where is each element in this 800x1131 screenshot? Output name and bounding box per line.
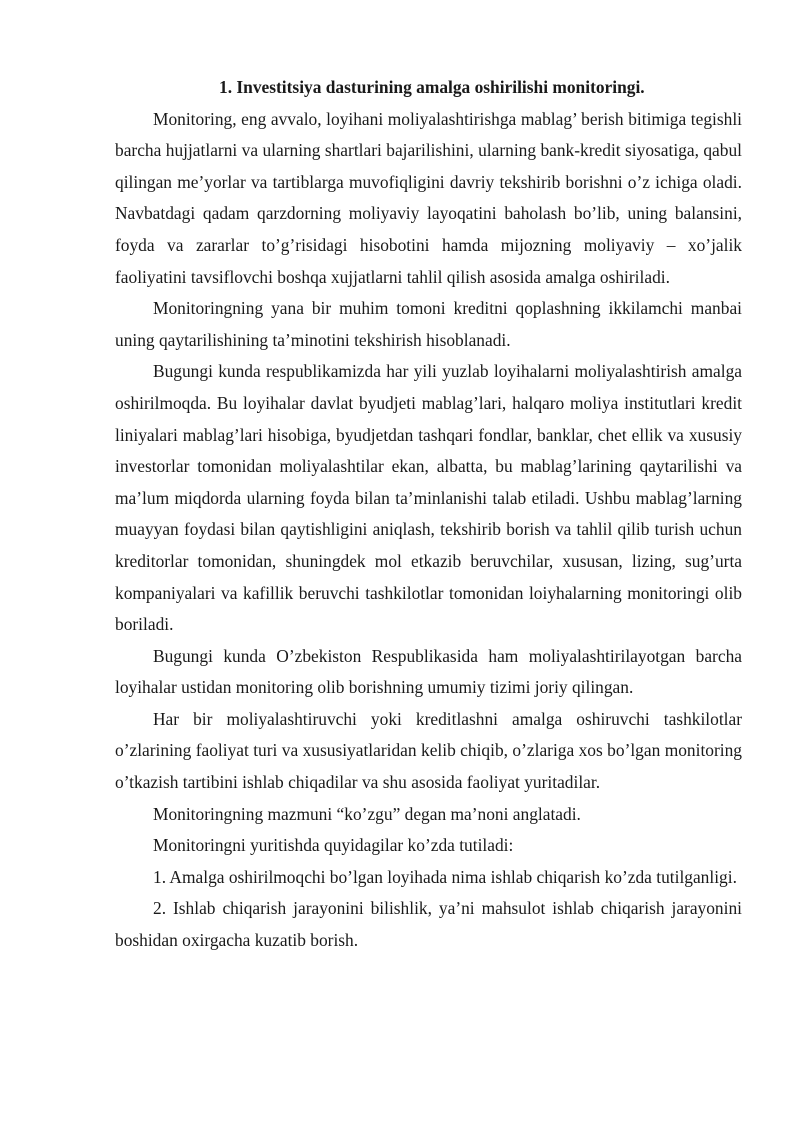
paragraph: Bugungi kunda respublikamizda har yili yuzlab loyihalarni moliyalashtirish amalga oshirilmoqda. Bu loyihalar davlat byudjeti mablag’lari, halqaro moliya institutlari kredit liniyalari mablag’lari hisobiga, byudjetdan tashqari fondlar, banklar, chet ellik va xususiy investorlar tomonidan moliyalashtilar ekan, albatta, bu mablag’larining qaytarilishi va ma’lum miqdorda ularning foyda bilan ta’minlanishi talab etiladi. Ushbu mablag’larning muayyan foydasi bilan qaytishligini aniqlash, tekshirib borish va tahlil qilib turish uchun kreditorlar tomonidan, shuningdek mol etkazib beruvchilar, xususan, lizing, sug’urta kompaniyalari va kafillik beruvchi tashkilotlar tomonidan loiyhalarning monitoringi olib boriladi. bbox=[115, 361, 742, 635]
document-body bbox=[115, 72, 742, 957]
paragraph: Monitoringning mazmuni “ko’zgu” degan ma’noni anglatadi. bbox=[153, 803, 581, 824]
paragraph: Monitoringning yana bir muhim tomoni kreditni qoplashning ikkilamchi manbai uning qaytarilishining ta’minotini tekshirish hisoblanadi. bbox=[115, 298, 742, 350]
paragraph: Monitoringni yuritishda quyidagilar ko’zda tutiladi: bbox=[153, 835, 514, 856]
paragraph: Har bir moliyalashtiruvchi yoki kreditlashni amalga oshiruvchi tashkilotlar o’zlarining faoliyat turi va xususiyatlaridan kelib chiqib, o’zlariga xos bo’lgan monitoring o’tkazish tartibini ishlab chiqadilar va shu asosida faoliyat yuritadilar. bbox=[115, 708, 742, 793]
numbered-list-item: 2. Ishlab chiqarish jarayonini bilishlik, ya’ni mahsulot ishlab chiqarish jarayonini boshidan oxirgacha kuzatib borish. bbox=[115, 898, 742, 951]
paragraph: Monitoring, eng avvalo, loyihani moliyalashtirishga mablag’ berish bitimiga tegishli barcha hujjatlarni va ularning shartlari bajarilishini, ularning bank-kredit siyosatiga, qabul qilingan me’yorlar va tartiblarga muvofiqligini davriy tekshirib borishni o’z ichiga oladi. Navbatdagi qadam qarzdorning moliyaviy layoqatini baholash bo’lib, uning balansini, foyda va zararlar to’g’risidagi hisobotini hamda mijozning moliyaviy – xo’jalik faoliyatini tavsiflovchi boshqa xujjatlarni tahlil qilish asosida amalga oshiriladi. bbox=[115, 108, 742, 287]
numbered-list-item: 1. Amalga oshirilmoqchi bo’lgan loyihada nima ishlab chiqarish ko’zda tutilganligi. bbox=[153, 866, 737, 887]
paragraph: Bugungi kunda O’zbekiston Respublikasida ham moliyalashtirilayotgan barcha loyihalar ustidan monitoring olib borishning umumiy tizimi joriy qilingan. bbox=[115, 645, 742, 698]
section-heading: 1. Investitsiya dasturining amalga oshirilishi monitoringi. bbox=[219, 77, 645, 97]
